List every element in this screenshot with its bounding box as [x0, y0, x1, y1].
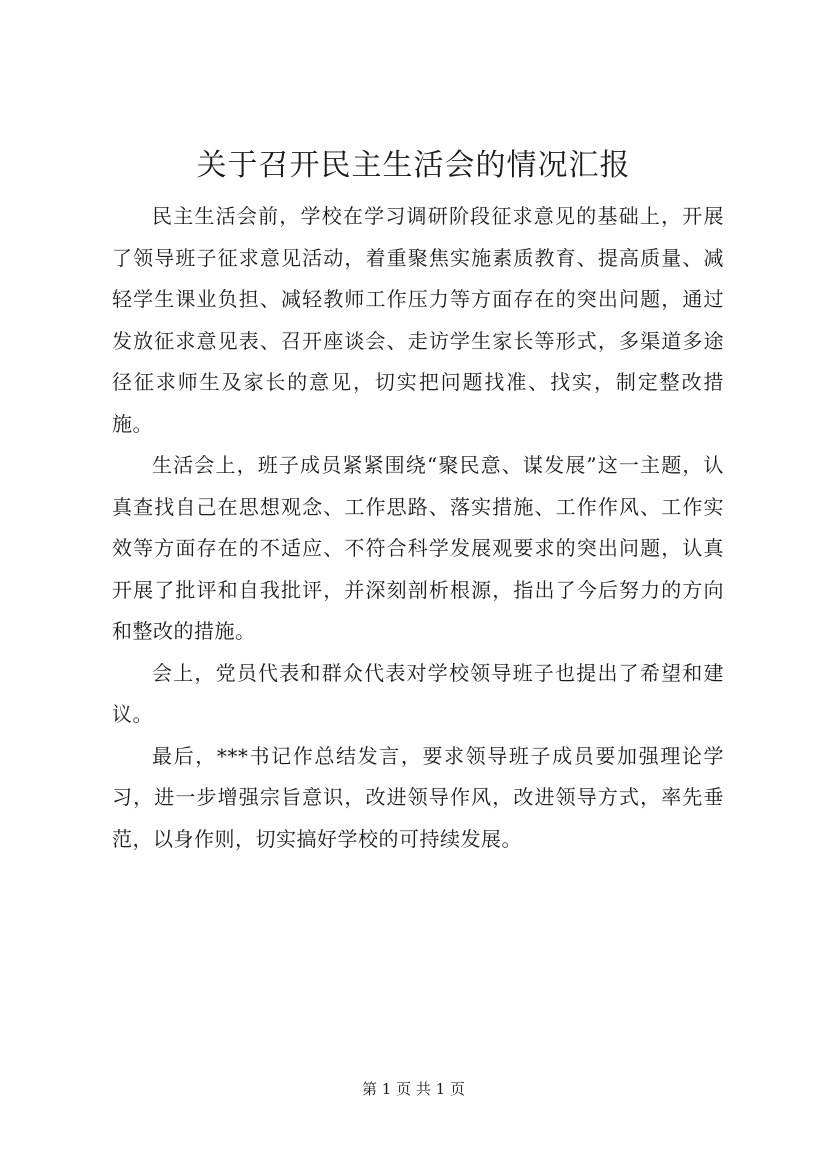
paragraph-3: 会上，党员代表和群众代表对学校领导班子也提出了希望和建议。: [112, 660, 724, 726]
document-body: [112, 196, 724, 860]
document-title: 关于召开民主生活会的情况汇报: [196, 148, 631, 183]
paragraph-4: 最后，***书记作总结发言，要求领导班子成员要加强理论学习，进一步增强宗旨意识，改进领导作风，改进领导方式，率先垂范，以身作则，切实搞好学校的可持续发展。: [112, 743, 724, 851]
paragraph-1: 民主生活会前，学校在学习调研阶段征求意见的基础上，开展了领导班子征求意见活动，着重聚焦实施素质教育、提高质量、减轻学生课业负担、减轻教师工作压力等方面存在的突出问题，通过发放征求意见表、召开座谈会、走访学生家长等形式，多渠道多途径征求师生及家长的意见，切实把问题找准、找实，制定整改措施。: [112, 204, 724, 436]
paragraph-2: 生活会上，班子成员紧紧围绕“聚民意、谋发展”这一主题，认真查找自己在思想观念、工作思路、落实措施、工作作风、工作实效等方面存在的不适应、不符合科学发展观要求的突出问题，认真开展了批评和自我批评，并深刻剖析根源，指出了今后努力的方向和整改的措施。: [112, 453, 724, 643]
page-footer: 第 1 页 共 1 页: [362, 1080, 465, 1098]
